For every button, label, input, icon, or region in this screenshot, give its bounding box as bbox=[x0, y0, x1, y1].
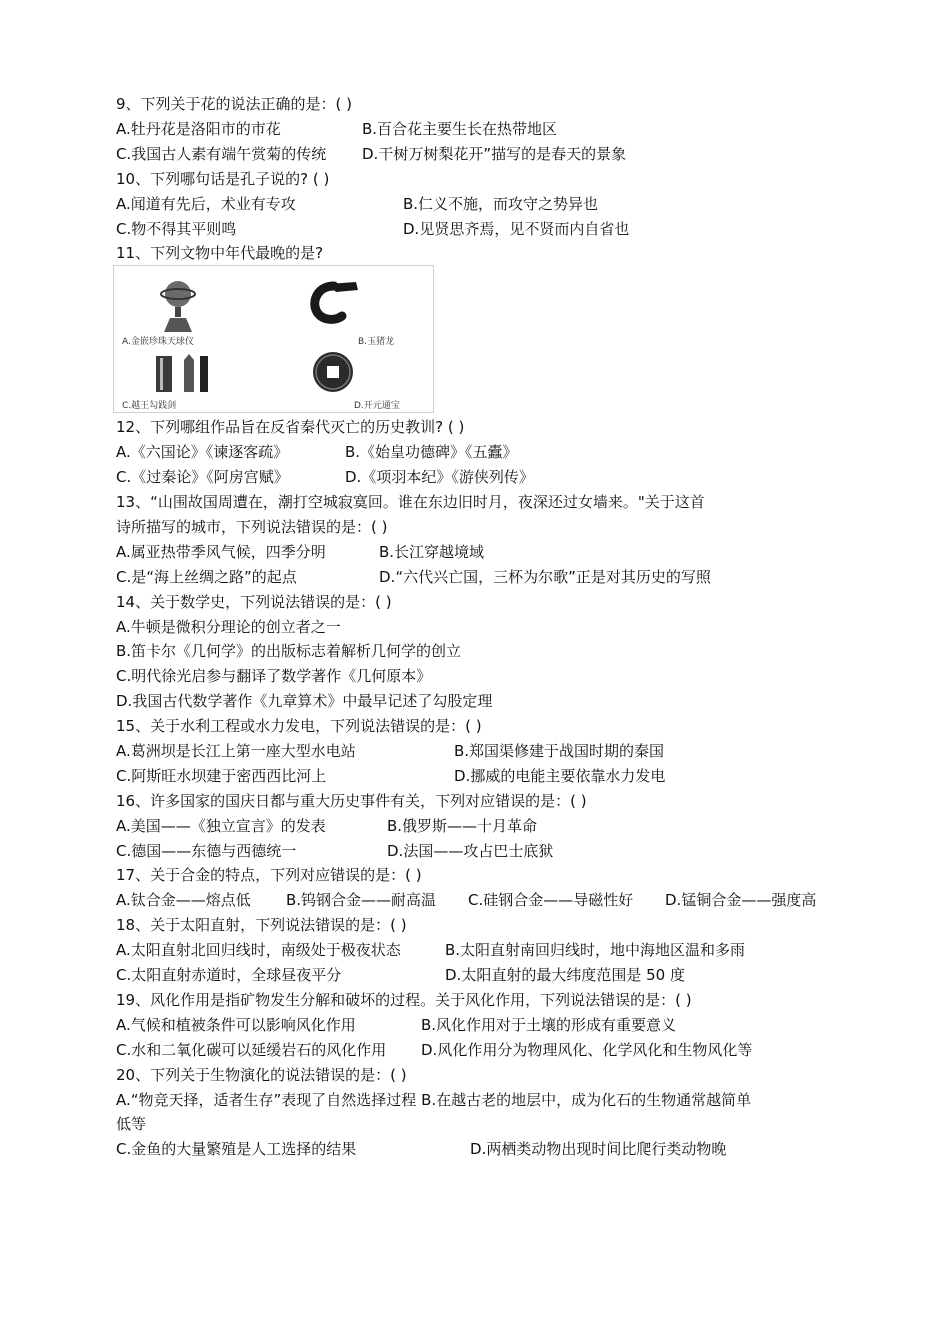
question-16-option-a: A.美国——《独立宣言》的发表 bbox=[116, 817, 326, 835]
question-12-option-d: D.《项羽本纪》《游侠列传》 bbox=[345, 468, 534, 486]
question-13-stem-line1: 13、“山围故国周遭在，潮打空城寂寞回。谁在东边旧时月，夜深还过女墙来。"关于这首 bbox=[116, 493, 705, 511]
question-16-option-d: D.法国——攻占巴士底狱 bbox=[387, 842, 554, 860]
question-12-option-a: A.《六国论》《谏逐客疏》 bbox=[116, 443, 289, 461]
caption-b: B.玉猪龙 bbox=[358, 337, 395, 347]
question-9-stem: 9、下列关于花的说法正确的是：( ) bbox=[116, 95, 353, 113]
question-17-stem: 17、关于合金的特点，下列对应错误的是：( ) bbox=[116, 866, 422, 884]
question-15-stem: 15、关于水利工程或水力发电，下列说法错误的是：( ) bbox=[116, 717, 482, 735]
question-14-stem: 14、关于数学史，下列说法错误的是：( ) bbox=[116, 593, 392, 611]
question-16-option-b: B.俄罗斯——十月革命 bbox=[387, 817, 538, 835]
goujian-sword-image bbox=[154, 354, 210, 394]
question-15-option-a: A.葛洲坝是长江上第一座大型水电站 bbox=[116, 742, 356, 760]
artifact-figure bbox=[113, 265, 434, 413]
question-20-stem: 20、下列关于生物演化的说法错误的是：( ) bbox=[116, 1066, 407, 1084]
question-16-stem: 16、许多国家的国庆日都与重大历史事件有关，下列对应错误的是：( ) bbox=[116, 792, 587, 810]
question-20-options-ab-cont: 低等 bbox=[116, 1115, 147, 1133]
question-20-option-d: D.两栖类动物出现时间比爬行类动物晚 bbox=[470, 1140, 727, 1158]
question-18-option-c: C.太阳直射赤道时，全球昼夜平分 bbox=[116, 966, 342, 984]
question-19-option-d: D.风化作用分为物理风化、化学风化和生物风化等 bbox=[421, 1041, 753, 1059]
question-19-option-c: C.水和二氧化碳可以延缓岩石的风化作用 bbox=[116, 1041, 387, 1059]
question-9-option-c: C.我国古人素有端午赏菊的传统 bbox=[116, 145, 327, 163]
question-9-option-a: A.牡丹花是洛阳市的市花 bbox=[116, 120, 281, 138]
question-14-option-c: C.明代徐光启参与翻译了数学著作《几何原本》 bbox=[116, 667, 432, 685]
question-17-option-a: A.钛合金——熔点低 bbox=[116, 891, 251, 909]
question-20-option-c: C.金鱼的大量繁殖是人工选择的结果 bbox=[116, 1140, 357, 1158]
question-19-option-b: B.风化作用对于土壤的形成有重要意义 bbox=[421, 1016, 677, 1034]
kaiyuan-coin-image bbox=[311, 350, 355, 394]
question-20-options-ab: A.“物竞天择，适者生存”表现了自然选择过程 B.在越古老的地层中，成为化石的生物通常越简单 bbox=[116, 1091, 752, 1109]
question-14-option-b: B.笛卡尔《几何学》的出版标志着解析几何学的创立 bbox=[116, 642, 462, 660]
question-14-option-a: A.牛顿是微积分理论的创立者之一 bbox=[116, 618, 341, 636]
question-13-option-d: D.“六代兴亡国，三杯为尔歌”正是对其历史的写照 bbox=[379, 568, 711, 586]
question-10-option-a: A.闻道有先后，术业有专攻 bbox=[116, 195, 296, 213]
question-9-option-d: D.干树万树梨花开”描写的是春天的景象 bbox=[362, 145, 627, 163]
question-17-option-b: B.钨钢合金——耐高温 bbox=[286, 891, 437, 909]
question-13-option-a: A.属亚热带季风气候，四季分明 bbox=[116, 543, 326, 561]
question-12-option-c: C.《过秦论》《阿房宫赋》 bbox=[116, 468, 289, 486]
question-12-option-b: B.《始皇功德碑》《五蠹》 bbox=[345, 443, 518, 461]
question-13-stem-line2: 诗所描写的城市，下列说法错误的是：( ) bbox=[116, 518, 388, 536]
question-14-option-d: D.我国古代数学著作《九章算术》中最早记述了勾股定理 bbox=[116, 692, 493, 710]
question-18-option-a: A.太阳直射北回归线时，南级处于极夜状态 bbox=[116, 941, 401, 959]
question-11-stem: 11、下列文物中年代最晚的是? bbox=[116, 244, 324, 262]
question-16-option-c: C.德国——东德与西德统一 bbox=[116, 842, 297, 860]
question-13-option-b: B.长江穿越境域 bbox=[379, 543, 485, 561]
question-17-option-d: D.锰铜合金——强度高 bbox=[665, 891, 817, 909]
question-19-option-a: A.气候和植被条件可以影响风化作用 bbox=[116, 1016, 356, 1034]
question-9-option-b: B.百合花主要生长在热带地区 bbox=[362, 120, 558, 138]
jade-pig-dragon-image bbox=[306, 278, 364, 326]
question-18-option-d: D.太阳直射的最大纬度范围是 50 度 bbox=[445, 966, 685, 984]
question-10-option-b: B.仁义不施，而攻守之势异也 bbox=[403, 195, 599, 213]
question-15-option-d: D.挪威的电能主要依靠水力发电 bbox=[454, 767, 666, 785]
caption-d: D.开元通宝 bbox=[354, 401, 400, 411]
question-18-stem: 18、关于太阳直射，下列说法错误的是：( ) bbox=[116, 916, 407, 934]
question-10-option-c: C.物不得其平则鸣 bbox=[116, 220, 237, 238]
question-10-stem: 10、下列哪句话是孔子说的? ( ) bbox=[116, 170, 330, 188]
question-13-option-c: C.是“海上丝绸之路”的起点 bbox=[116, 568, 297, 586]
celestial-globe-image bbox=[158, 274, 198, 334]
question-18-option-b: B.太阳直射南回归线时，地中海地区温和多雨 bbox=[445, 941, 746, 959]
question-19-stem: 19、风化作用是指矿物发生分解和破坏的过程。关于风化作用，下列说法错误的是：( ) bbox=[116, 991, 692, 1009]
question-12-stem: 12、下列哪组作品旨在反省秦代灭亡的历史教训? ( ) bbox=[116, 418, 465, 436]
caption-c: C.越王勾践剑 bbox=[122, 401, 177, 411]
question-15-option-b: B.郑国渠修建于战国时期的秦国 bbox=[454, 742, 665, 760]
question-10-option-d: D.见贤思齐焉，见不贤而内自省也 bbox=[403, 220, 630, 238]
caption-a: A.金嵌珍珠天球仪 bbox=[122, 337, 194, 347]
question-17-option-c: C.硅钢合金——导磁性好 bbox=[468, 891, 634, 909]
question-15-option-c: C.阿斯旺水坝建于密西西比河上 bbox=[116, 767, 327, 785]
